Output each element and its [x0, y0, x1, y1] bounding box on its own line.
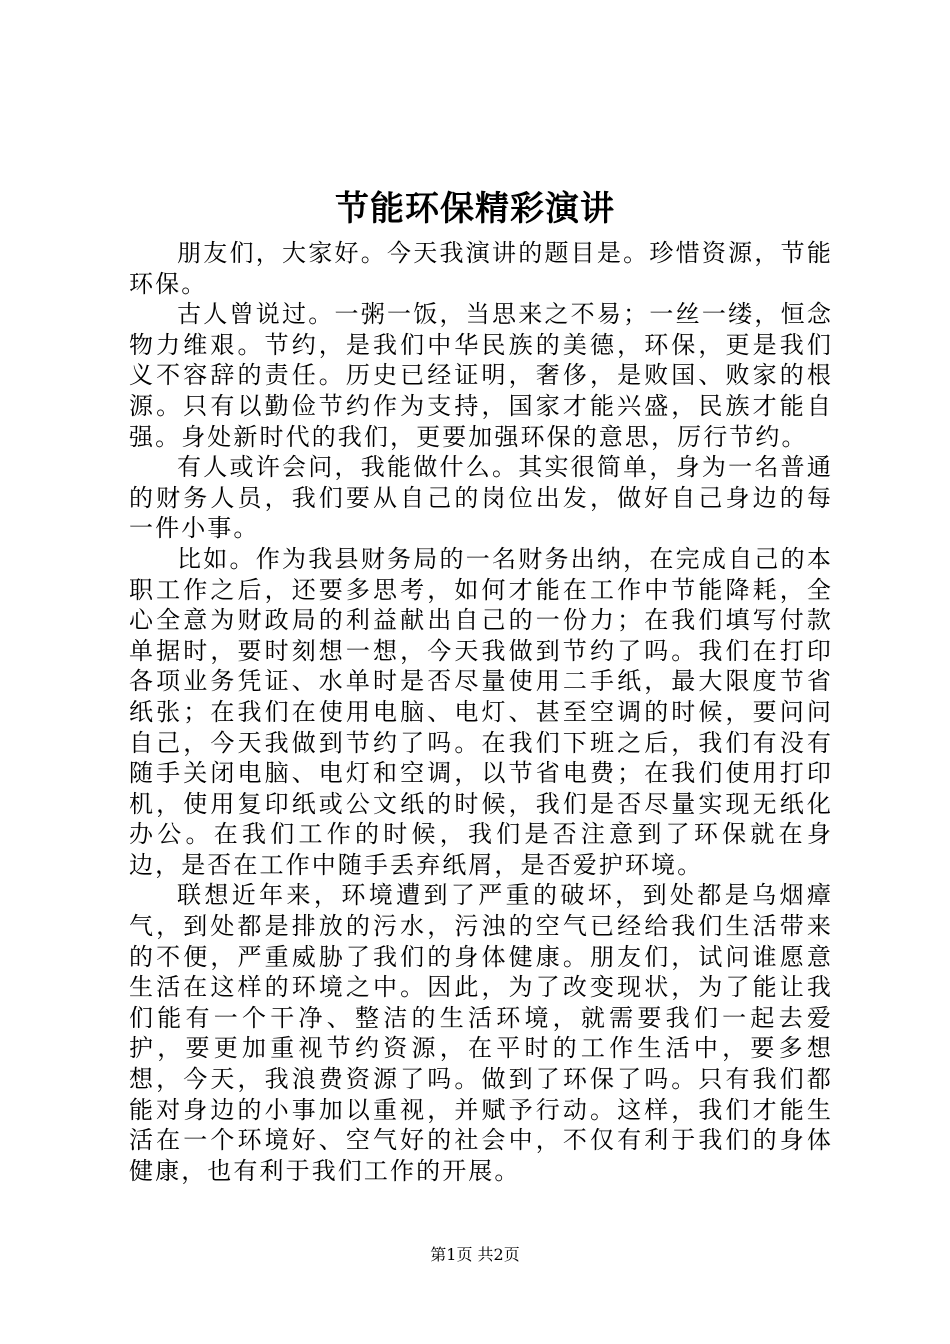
paragraph-example: 比如。作为我县财务局的一名财务出纳，在完成自己的本职工作之后，还要多思考，如何才能在工作中节能降耗，全心全意为财政局的利益献出自己的一份力；在我们填写付款单据时，要时刻想一想，今天我做到节约了吗。我们在打印各项业务凭证、水单时是否尽量使用二手纸，最大限度节省纸张；在我们在使用电脑、电灯、甚至空调的时候，要问问自己，今天我做到节约了吗。在我们下班之后，我们有没有随手关闭电脑、电灯和空调，以节省电费；在我们使用打印机，使用复印纸或公文纸的时候，我们是否尽量实现无纸化办公。在我们工作的时候，我们是否注意到了环保就在身边，是否在工作中随手丢弃纸屑，是否爱护环境。	[129, 544, 833, 879]
document-title: 节能环保精彩演讲	[335, 189, 615, 229]
document-body	[129, 238, 833, 1186]
paragraph-greeting: 朋友们，大家好。今天我演讲的题目是。珍惜资源，节能环保。	[129, 239, 833, 298]
paragraph-what-can-i-do: 有人或许会问，我能做什么。其实很简单，身为一名普通的财务人员，我们要从自己的岗位出发，做好自己身边的每一件小事。	[129, 453, 833, 543]
paragraph-environment: 联想近年来，环境遭到了严重的破坏，到处都是乌烟瘴气，到处都是排放的污水，污浊的空气已经给我们生活带来的不便，严重威胁了我们的身体健康。朋友们，试问谁愿意生活在这样的环境之中。因此，为了改变现状，为了能让我们能有一个干净、整洁的生活环境，就需要我们一起去爱护，要更加重视节约资源，在平时的工作生活中，要多想想，今天，我浪费资源了吗。做到了环保了吗。只有我们都能对身边的小事加以重视，并赋予行动。这样，我们才能生活在一个环境好、空气好的社会中，不仅有利于我们的身体健康，也有利于我们工作的开展。	[129, 881, 833, 1185]
paragraph-ancients: 古人曾说过。一粥一饭，当思来之不易；一丝一缕，恒念物力维艰。节约，是我们中华民族的美德，环保，更是我们义不容辞的责任。历史已经证明，奢侈，是败国、败家的根源。只有以勤俭节约作为支持，国家才能兴盛，民族才能自强。身处新时代的我们，更要加强环保的意思，厉行节约。	[129, 300, 833, 451]
page-number-footer: 第1页 共2页	[430, 1245, 520, 1264]
